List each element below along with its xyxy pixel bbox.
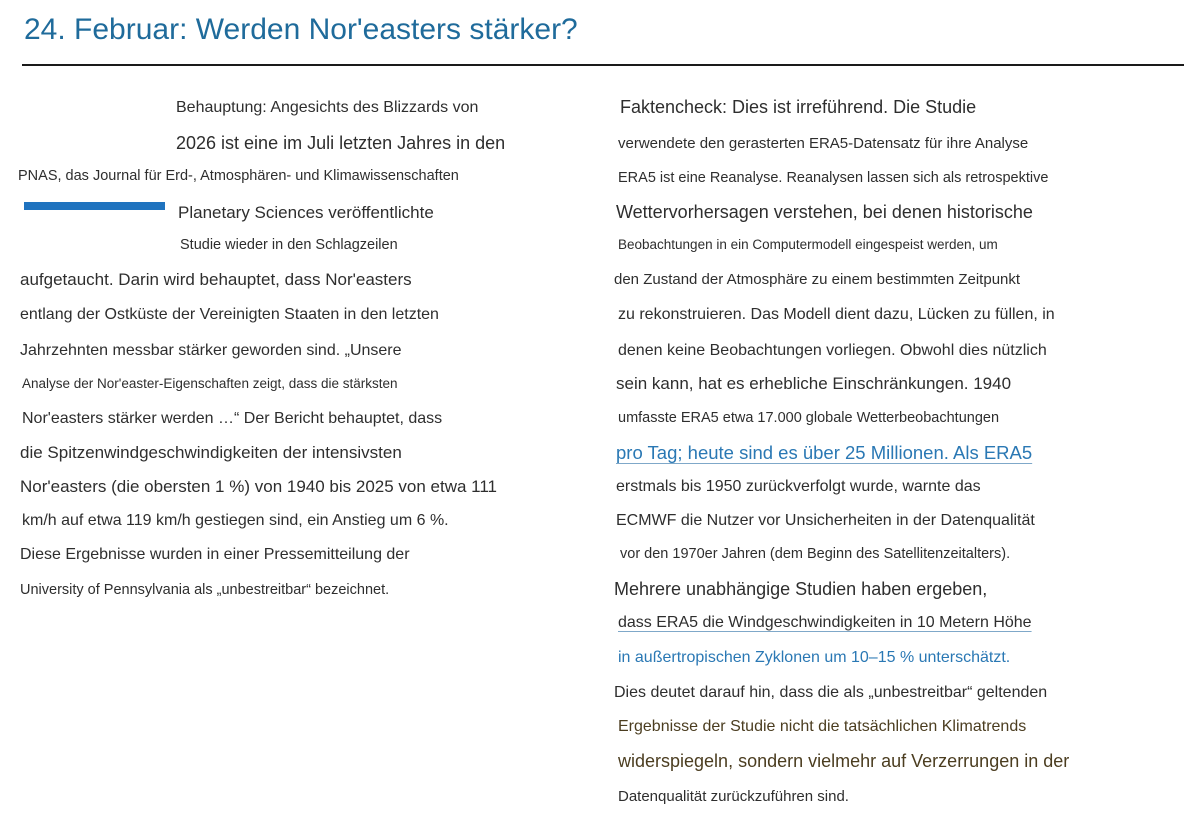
claim-line: Planetary Sciences veröffentlichte xyxy=(178,203,434,222)
factcheck-line: ECMWF die Nutzer vor Unsicherheiten in der Datenqualität xyxy=(616,512,1035,529)
factcheck-line: Dies deutet darauf hin, dass die als „unbestreitbar“ geltenden xyxy=(614,684,1048,701)
claim-line: aufgetaucht. Darin wird behauptet, dass Nor'easters xyxy=(20,270,412,289)
factcheck-highlight: in außertropischen Zyklonen um 10–15 % unterschätzt. xyxy=(618,649,1011,666)
claim-line: 2026 ist eine im Juli letzten Jahres in den xyxy=(176,133,506,153)
page-title: 24. Februar: Werden Nor'easters stärker? xyxy=(24,13,578,46)
factcheck-line: denen keine Beobachtungen vorliegen. Obwohl dies nützlich xyxy=(618,342,1047,359)
claim-line: Behauptung: Angesichts des Blizzards von xyxy=(176,99,479,116)
factcheck-line: Mehrere unabhängige Studien haben ergeben, xyxy=(614,579,988,599)
claim-line: Analyse der Nor'easter-Eigenschaften zeigt, dass die stärksten xyxy=(22,376,398,391)
factcheck-line: ERA5 ist eine Reanalyse. Reanalysen lassen sich als retrospektive xyxy=(618,170,1049,186)
claim-line: University of Pennsylvania als „unbestreitbar“ bezeichnet. xyxy=(20,582,390,598)
factcheck-line: umfasste ERA5 etwa 17.000 globale Wetterbeobachtungen xyxy=(618,410,1000,426)
claim-line: Nor'easters stärker werden …“ Der Bericht behauptet, dass xyxy=(22,410,443,427)
claim-line: entlang der Ostküste der Vereinigten Staaten in den letzten xyxy=(20,306,439,323)
factcheck-line: Beobachtungen in ein Computermodell eingespeist werden, um xyxy=(618,237,998,252)
factcheck-line: Ergebnisse der Studie nicht die tatsächlichen Klimatrends xyxy=(618,718,1027,735)
factcheck-line: erstmals bis 1950 zurückverfolgt wurde, warnte das xyxy=(616,478,981,495)
factcheck-line: Wettervorhersagen verstehen, bei denen historische xyxy=(616,202,1033,222)
factcheck-line: Faktencheck: Dies ist irreführend. Die Studie xyxy=(620,97,977,117)
factcheck-line: verwendete den gerasterten ERA5-Datensatz für ihre Analyse xyxy=(618,135,1029,152)
factcheck-line: Datenqualität zurückzuführen sind. xyxy=(618,788,849,805)
factcheck-line: den Zustand der Atmosphäre zu einem bestimmten Zeitpunkt xyxy=(614,271,1021,288)
claim-line: Nor'easters (die obersten 1 %) von 1940 bis 2025 von etwa 111 xyxy=(20,477,498,496)
claim-line: die Spitzenwindgeschwindigkeiten der intensivsten xyxy=(20,443,402,462)
claim-line: PNAS, das Journal für Erd-, Atmosphären- und Klimawissenschaften xyxy=(18,168,459,184)
factcheck-line: zu rekonstruieren. Das Modell dient dazu, Lücken zu füllen, in xyxy=(618,306,1055,323)
factcheck-line: dass ERA5 die Windgeschwindigkeiten in 10 Metern Höhe xyxy=(618,614,1032,631)
factcheck-line: vor den 1970er Jahren (dem Beginn des Satellitenzeitalters). xyxy=(620,546,1011,562)
claim-line: Diese Ergebnisse wurden in einer Pressemitteilung der xyxy=(20,546,410,563)
claim-line: Jahrzehnten messbar stärker geworden sind. „Unsere xyxy=(20,342,402,359)
claim-line: Studie wieder in den Schlagzeilen xyxy=(180,237,398,253)
factcheck-line: widerspiegeln, sondern vielmehr auf Verzerrungen in der xyxy=(618,751,1070,771)
title-divider xyxy=(22,64,1184,66)
factcheck-line: sein kann, hat es erhebliche Einschränkungen. 1940 xyxy=(616,374,1012,393)
claim-line: km/h auf etwa 119 km/h gestiegen sind, ein Anstieg um 6 %. xyxy=(22,512,449,529)
accent-bar xyxy=(24,202,165,210)
factcheck-highlight: pro Tag; heute sind es über 25 Millionen. Als ERA5 xyxy=(616,442,1033,463)
